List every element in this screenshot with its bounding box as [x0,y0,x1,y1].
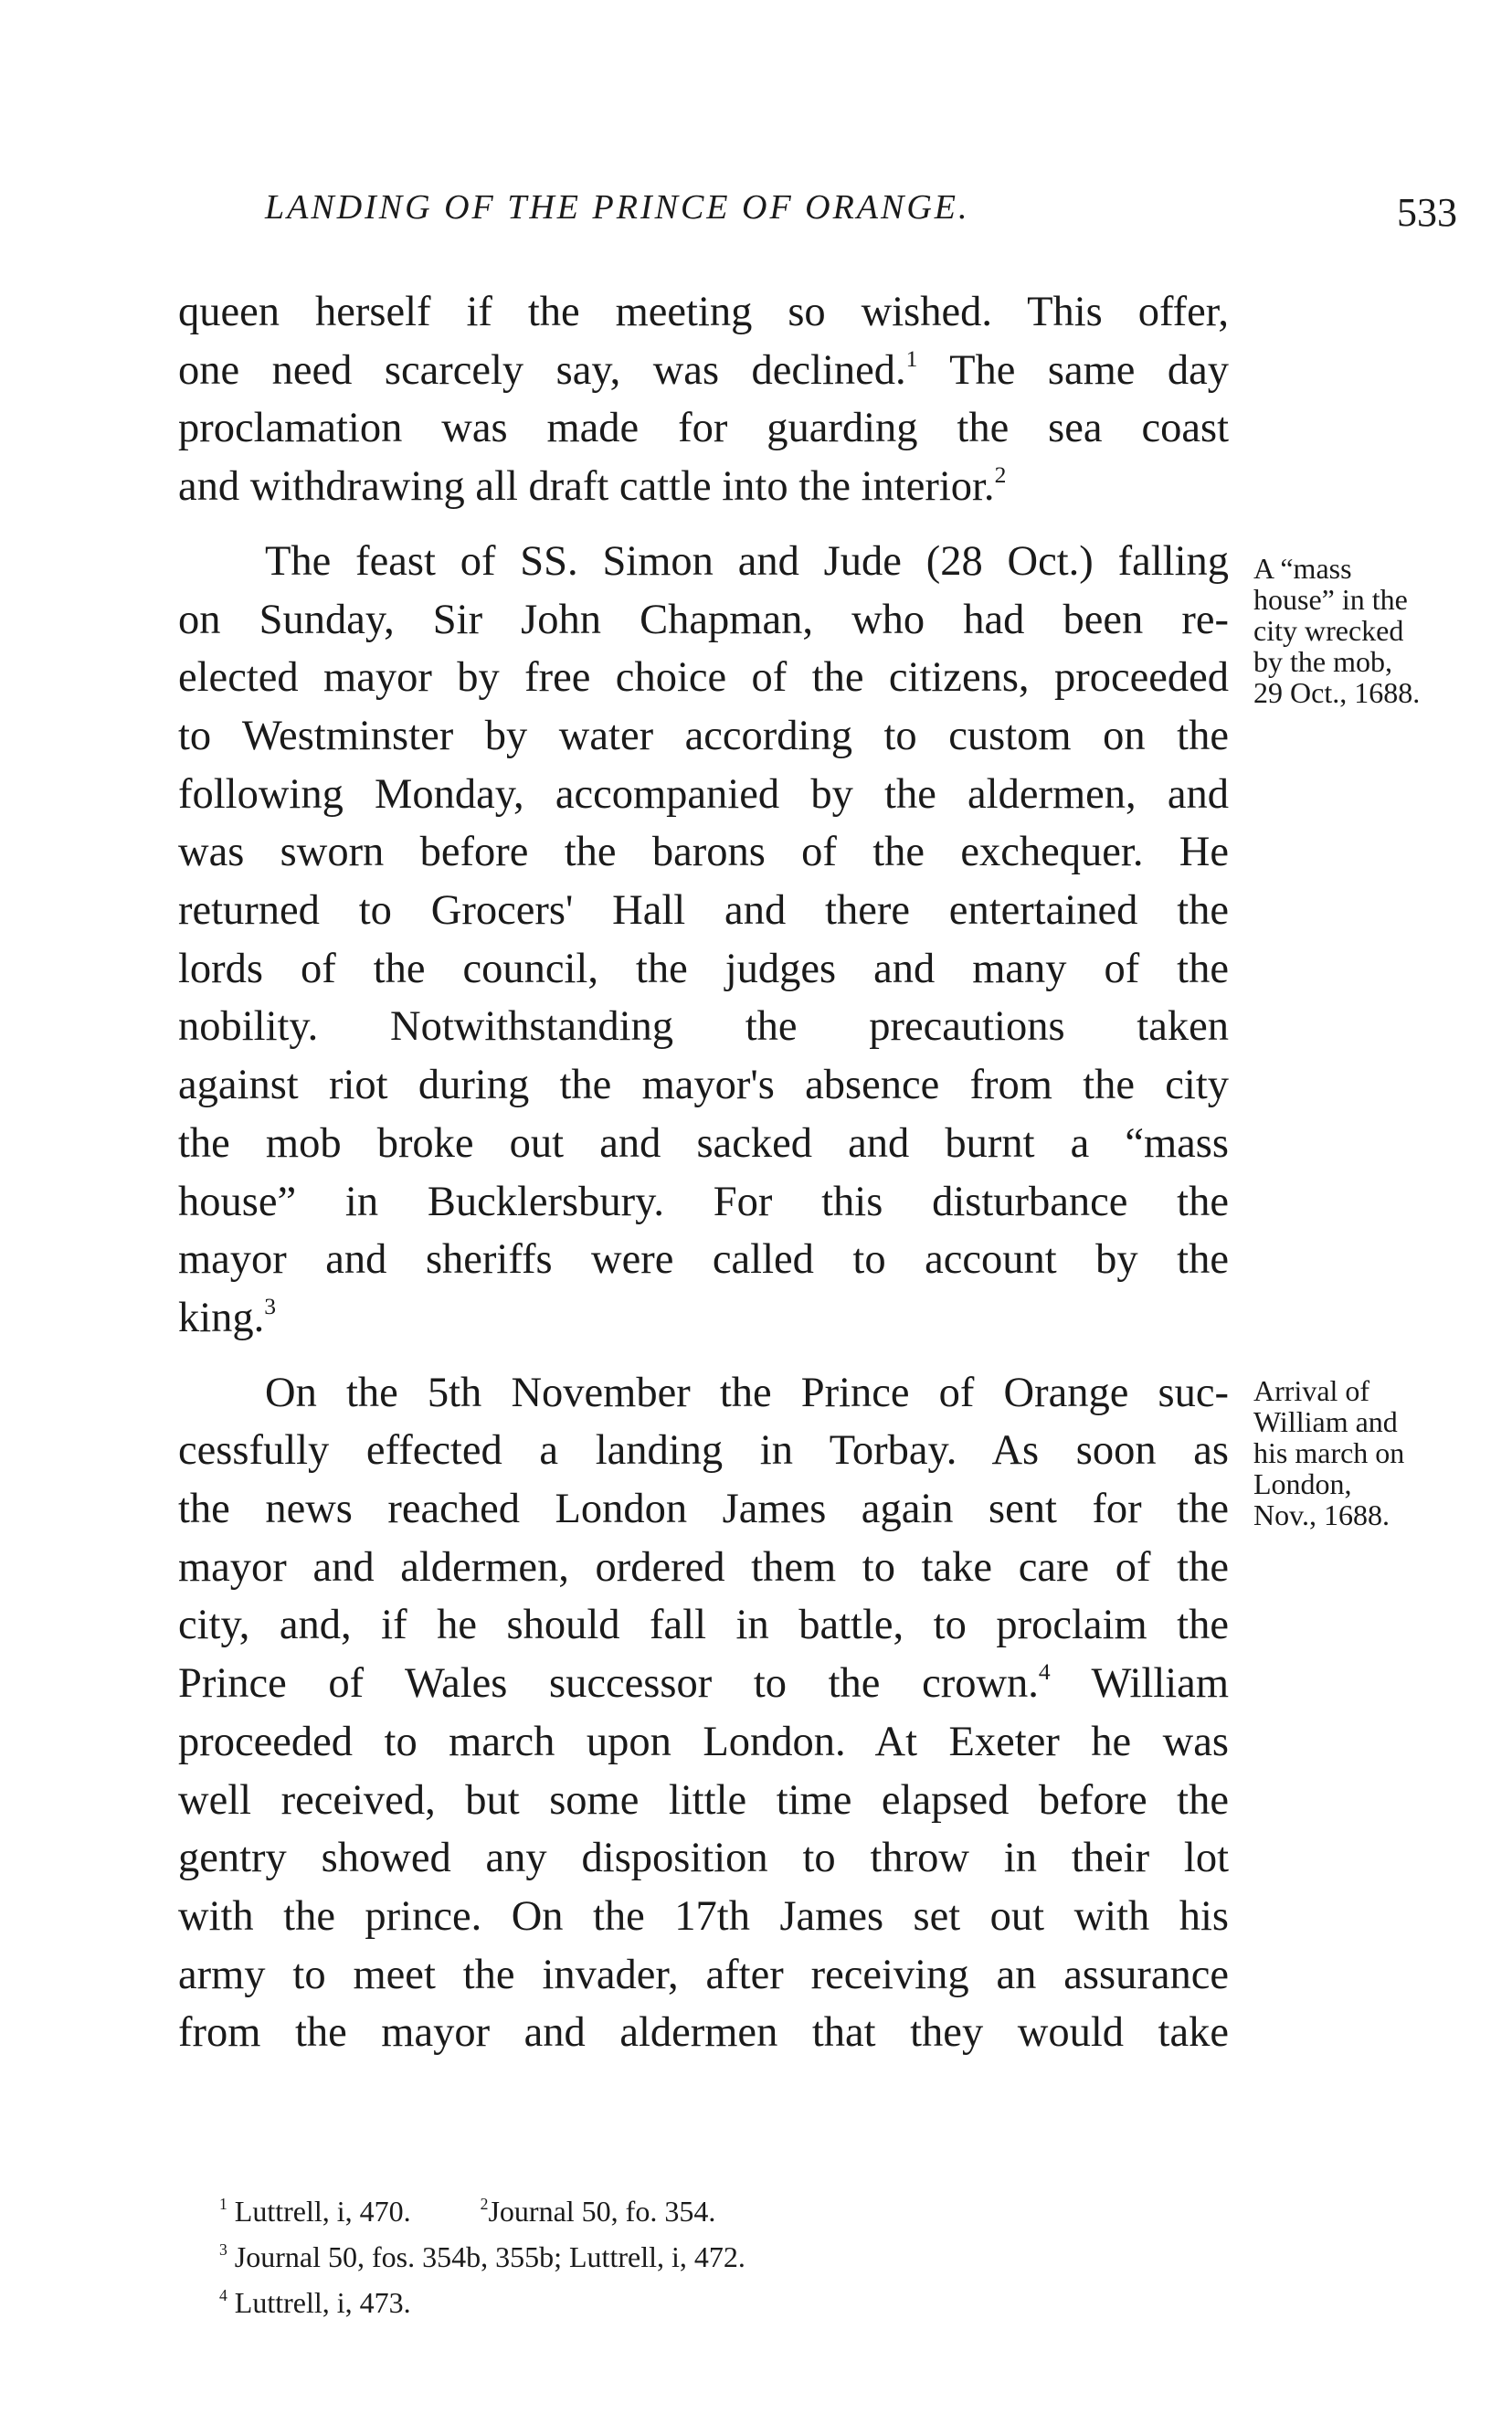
page-header [178,187,1457,242]
text-line: Prince of Wales successor to the crown.$^4$ William [178,1658,1229,1708]
text-line: king.$^3$ [178,1292,277,1341]
footnote-text: Journal 50, fos. 354b, 355b; Luttrell, i, 472. [234,2240,745,2273]
footnote-text: Journal 50, fo. 354. [488,2195,716,2228]
footnote-ref: 4 [1038,1658,1051,1685]
text-line: On the 5th November the Prince of Orange suc- [265,1369,1229,1416]
margin-note-line: William and [1253,1405,1398,1438]
footnote-text: Luttrell, i, 470. [234,2195,411,2228]
margin-note-line: Nov., 1688. [1253,1498,1390,1531]
margin-note-line: Arrival of [1253,1374,1370,1407]
text-line: cessfully effected a landing in Torbay. As soon as [178,1427,1229,1475]
text-line: and withdrawing all draft cattle into the interior.$^2$ [178,461,1007,511]
text-line: to Westminster by water according to custom on the [178,712,1229,759]
footnote [219,2280,1224,2325]
footnotes [219,2188,1224,2325]
margin-note-line: his march on [1253,1436,1405,1469]
text-line: lords of the council, the judges and many of the [178,945,1229,992]
paragraph [178,283,1229,516]
text-line: nobility. Notwithstanding the precautions taken [178,1003,1229,1051]
footnote-ref: 1 [905,344,918,372]
text-line: returned to Grocers' Hall and there entertained the [178,887,1229,935]
margin-note-line: by the mob, [1253,645,1392,678]
page-number: 533 [1397,190,1457,235]
text-line: gentry showed any disposition to throw in their lot [178,1835,1229,1882]
margin-note-line: 29 Oct., 1688. [1253,676,1421,709]
text-line: mayor and sheriffs were called to account by the [178,1236,1229,1284]
text-line: was sworn before the barons of the exchequer. He [178,829,1229,876]
footnote-ref: 3 [264,1292,277,1319]
footnote [219,2188,1224,2234]
running-head: LANDING OF THE PRINCE OF ORANGE. [265,188,970,227]
text-line: the news reached London James again sent for the [178,1486,1229,1533]
text-line: against riot during the mayor's absence from the city [178,1062,1229,1109]
paragraph [178,533,1229,1348]
footnote-ref: 2 [994,461,1007,488]
margin-note-line: city wrecked [1253,614,1404,647]
text-line: one need scarcely say, was declined.$^1$ The same day [178,344,1230,394]
text-line: proclamation was made for guarding the sea coast [178,405,1229,452]
footnote-mark: 2 [480,2194,489,2213]
text-line: The feast of SS. Simon and Jude (28 Oct.) falling [265,537,1229,585]
footnote [219,2234,1224,2280]
text-line: from the mayor and aldermen that they would take [178,2009,1229,2057]
text-line: well received, but some little time elapsed before the [178,1776,1229,1824]
text-line: mayor and aldermen, ordered them to take care of the [178,1543,1229,1591]
footnote-mark: 1 [219,2194,227,2213]
margin-note-line: London, [1253,1467,1352,1500]
margin-note-line: A “mass [1253,552,1352,585]
text-line: proceeded to march upon London. At Exeter he was [178,1718,1229,1765]
paragraph [178,1364,1229,2062]
text-line: queen herself if the meeting so wished. This offer, [178,289,1229,335]
text-line: elected mayor by free choice of the citizens, proceeded [178,654,1229,702]
margin-note-arrival-of-william [1253,1375,1473,1530]
footnote-mark: 4 [219,2285,227,2304]
text-line: with the prince. On the 17th James set out with his [178,1892,1229,1940]
margin-note-line: house” in the [1253,583,1408,616]
text-line: the mob broke out and sacked and burnt a “mass [178,1119,1229,1167]
text-line: city, and, if he should fall in battle, to proclaim the [178,1602,1229,1649]
text-line: house” in Bucklersbury. For this disturbance the [178,1178,1229,1225]
footnote-mark: 3 [219,2239,227,2259]
text-line: following Monday, accompanied by the aldermen, and [178,770,1229,818]
margin-note-mass-house [1253,553,1473,708]
body-text [178,283,1229,2062]
text-line: army to meet the invader, after receiving an assurance [178,1951,1229,1998]
text-line: on Sunday, Sir John Chapman, who had been re- [178,596,1229,643]
footnote-text: Luttrell, i, 473. [234,2286,411,2319]
